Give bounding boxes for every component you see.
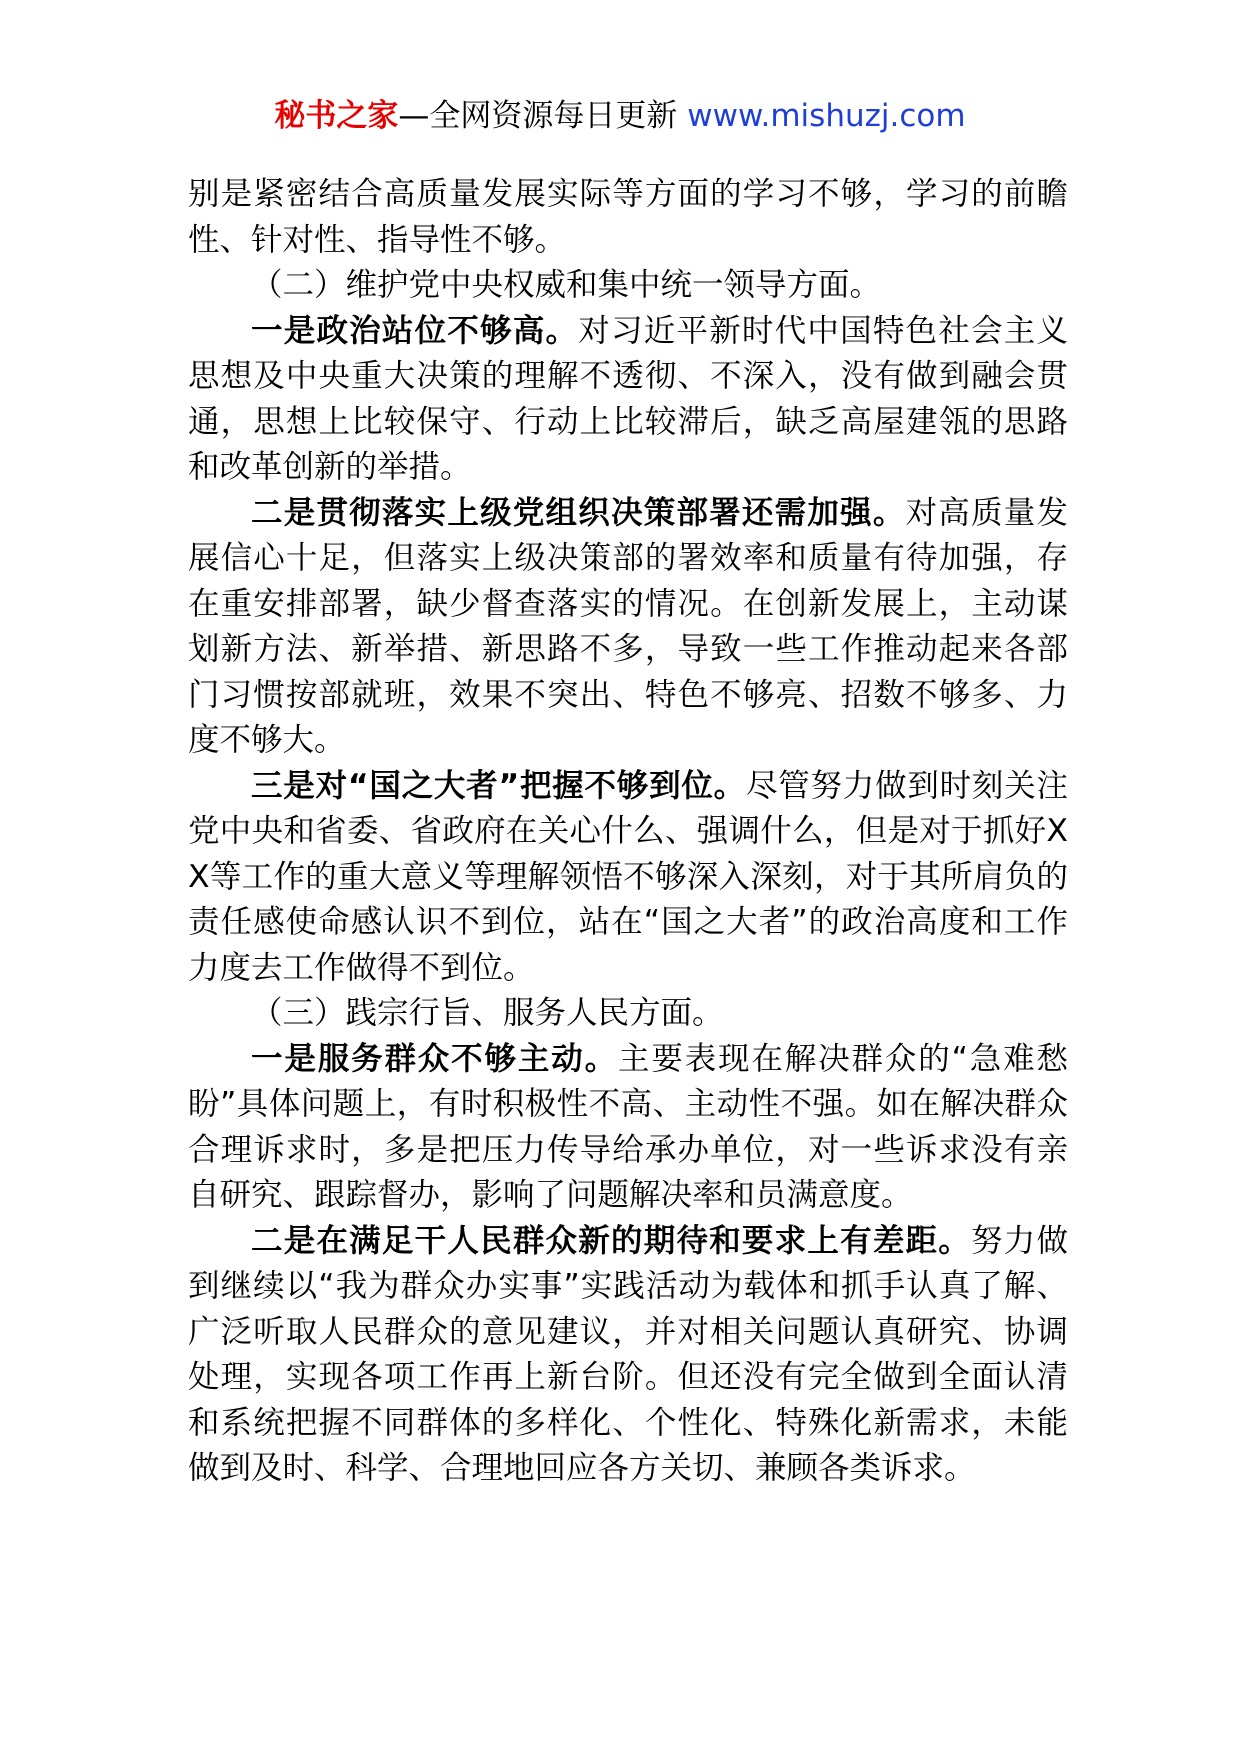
paragraph-text: 主要表现在解决群众的“急难愁盼”具体问题上，有时积极性不高、主动性不强。如在解决群众合理诉求时，多是把压力传导给承办单位，对一些诉求没有亲自研究、跟踪督办，影响了问题解决率和员满意度。 [188, 1040, 1068, 1213]
paragraph-text: 对高质量发展信心十足，但落实上级决策部的署效率和质量有待加强，存在重安排部署，缺少督查落实的情况。在创新发展上，主动谋划新方法、新举措、新思路不多，导致一些工作推动起来各部门习惯按部就班，效果不突出、特色不够亮、招数不够多、力度不够大。 [188, 494, 1068, 758]
paragraph-point-5 [188, 1219, 1068, 1492]
paragraph-text: 别是紧密结合高质量发展实际等方面的学习不够，学习的前瞻性、针对性、指导性不够。 [188, 176, 1068, 258]
paragraph-lead: 二是在满足干人民群众新的期待和要求上有差距。 [251, 1222, 972, 1259]
paragraph-point-4 [188, 1037, 1068, 1219]
brand-name: 秘书之家 [274, 98, 399, 134]
section-heading-2 [188, 263, 1068, 309]
paragraph-point-1 [188, 309, 1068, 491]
paragraph-text: 努力做到继续以“我为群众办实事”实践活动为载体和抓手认真了解、广泛听取人民群众的意见建议，并对相关问题认真研究、协调处理，实现各项工作再上新台阶。但还没有完全做到全面认清和系统把握不同群体的多样化、个性化、特殊化新需求，未能做到及时、科学、合理地回应各方关切、兼顾各类诉求。 [188, 1222, 1068, 1486]
paragraph-lead: 一是政治站位不够高。 [251, 312, 579, 349]
paragraph-lead: 三是对“国之大者”把握不够到位。 [251, 767, 746, 804]
paragraph-text: （三）践宗行旨、服务人民方面。 [251, 995, 724, 1031]
paragraph-text: 尽管努力做到时刻关注党中央和省委、省政府在关心什么、强调什么，但是对于抓好XX等工作的重大意义等理解领悟不够深入深刻，对于其所肩负的责任感使命感认识不到位，站在“国之大者”的政治高度和工作力度去工作做得不到位。 [188, 767, 1068, 986]
paragraph-point-2 [188, 491, 1068, 764]
paragraph-text: 对习近平新时代中国特色社会主义思想及中央重大决策的理解不透彻、不深入，没有做到融会贯通，思想上比较保守、行动上比较滞后，缺乏高屋建瓴的思路和改革创新的举措。 [188, 312, 1068, 485]
paragraph-lead: 二是贯彻落实上级党组织决策部署还需加强。 [251, 494, 906, 531]
header-url-link[interactable]: www.mishuzj.com [687, 98, 966, 134]
page-header [0, 96, 1240, 136]
section-heading-3 [188, 991, 1068, 1037]
header-slogan: —全网资源每日更新 [398, 98, 688, 134]
paragraph-text: （二）维护党中央权威和集中统一领导方面。 [251, 267, 882, 303]
paragraph-continuation [188, 172, 1068, 263]
paragraph-point-3 [188, 764, 1068, 992]
paragraph-lead: 一是服务群众不够主动。 [251, 1040, 618, 1077]
document-body [188, 172, 1068, 1492]
